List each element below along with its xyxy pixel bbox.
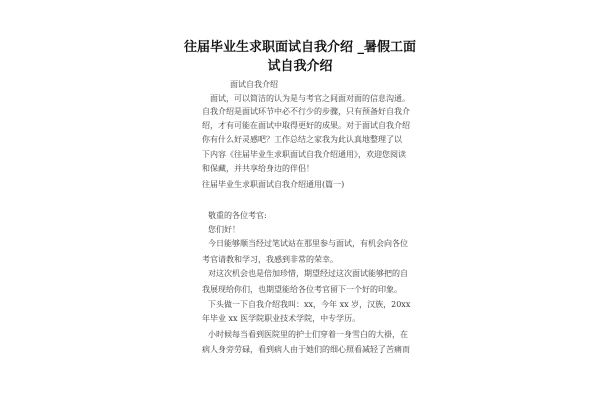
body-line: 病人身旁劳碌，看到病人由于她们的细心照看减轻了苦痛而	[202, 345, 410, 354]
body-line: 下头做一下自我介绍我叫：xx，今年 xx 岁，汉族，20xx	[208, 300, 411, 309]
body-line: 小时候每当看到医院里的护士们穿着一身雪白的大褂，在	[208, 330, 408, 339]
document-title-line-1: 往届毕业生求职面试自我介绍 _暑假工面	[183, 40, 417, 55]
document-title-line-2: 试自我介绍	[267, 59, 333, 74]
body-line: 绍，才有可能在面试中取得更好的成果。对于面试自我介绍	[202, 121, 410, 130]
body-line: 对这次机会也是倍加珍惜，期望经过这次面试能够把的自	[208, 269, 408, 278]
section-heading: 面试自我介绍	[230, 80, 278, 89]
body-line: 今日能够顺当经过笔试站在那里参与面试，有机会向各位	[208, 239, 408, 248]
salutation: 敬重的各位考官:	[208, 211, 267, 220]
body-line: 年毕业 xx 医学院职业技术学院，中专学历。	[202, 314, 361, 323]
body-line: 我展现给你们，也期望能给各位考官留下一个好的印象。	[202, 285, 402, 294]
body-line: 和保藏，并共享给身边的伴侣！	[202, 164, 314, 173]
article-subheading: 往届毕业生求职面试自我介绍通用(篇一)	[202, 180, 345, 189]
body-line: 你有什么好灵感吧？工作总结之家我为此认真地整理了以	[202, 135, 402, 144]
body-line: 下内容《往届毕业生求职面试自我介绍通用》，欢迎您阅读	[202, 150, 406, 159]
body-line: 面试，可以简洁的认为是与考官之间面对面的信息沟通。	[210, 94, 410, 103]
greeting: 您们好！	[208, 225, 240, 234]
body-line: 考官请教和学习，我感到非常的荣幸。	[202, 255, 338, 264]
body-line: 自我介绍是面试环节中必不行少的步骤，只有预备好自我介	[202, 107, 410, 116]
